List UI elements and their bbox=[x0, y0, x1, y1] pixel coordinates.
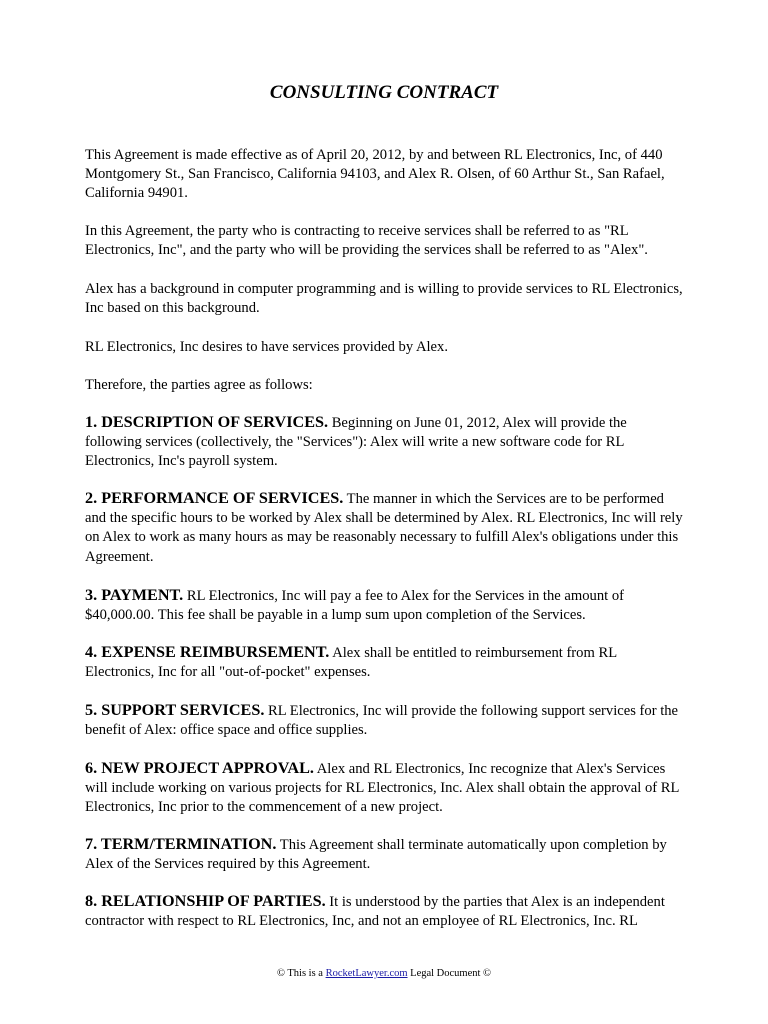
section-heading: 6. NEW PROJECT APPROVAL. bbox=[85, 759, 314, 777]
intro-paragraph-parties: This Agreement is made effective as of April 20, 2012, by and between RL Electronics, Inc, of 440 Montgomery St., San Francisco, California 94103, and Alex R. Olsen, of 60 Arthur St., San Rafael, California 94901. bbox=[85, 147, 665, 202]
intro-paragraph-agree: Therefore, the parties agree as follows: bbox=[85, 377, 313, 393]
section-expense-reimbursement bbox=[85, 643, 685, 682]
section-support-services bbox=[85, 701, 685, 740]
section-text: It is understood by the parties that Alex is an independent contractor with respect to RL Electronics, Inc, and not an employee of RL Electronics, Inc. RL bbox=[85, 894, 665, 930]
intro-paragraph-background: Alex has a background in computer programming and is willing to provide services to RL Electronics, Inc based on this background. bbox=[85, 281, 683, 317]
intro-paragraph-definitions: In this Agreement, the party who is contracting to receive services shall be referred to as "RL Electronics, Inc", and the party who will be providing the services shall be referred to as "Alex". bbox=[85, 223, 648, 259]
section-heading: 4. EXPENSE REIMBURSEMENT. bbox=[85, 643, 330, 661]
section-heading: 3. PAYMENT. bbox=[85, 586, 184, 604]
section-term-termination bbox=[85, 835, 685, 874]
section-text: Alex and RL Electronics, Inc recognize that Alex's Services will include working on various projects for RL Electronics, Inc. Alex shall obtain the approval of RL Electronics, Inc prior to the commencement of a new project. bbox=[85, 761, 679, 816]
section-heading: 8. RELATIONSHIP OF PARTIES. bbox=[85, 892, 326, 910]
section-text: This Agreement shall terminate automatically upon completion by Alex of the Services required by this Agreement. bbox=[85, 837, 667, 873]
section-text: The manner in which the Services are to be performed and the specific hours to be worked by Alex shall be determined by Alex. RL Electronics, Inc will rely on Alex to work as many hours as may be reasonably necessary to fulfill Alex's obligations under this Agreement. bbox=[85, 491, 683, 565]
footer-suffix: Legal Document © bbox=[407, 968, 492, 979]
section-text: Alex shall be entitled to reimbursement from RL Electronics, Inc for all "out-of-pocket" expenses. bbox=[85, 645, 617, 681]
rocketlawyer-link[interactable]: RocketLawyer.com bbox=[325, 968, 408, 979]
section-relationship-of-parties bbox=[85, 892, 685, 931]
section-text: RL Electronics, Inc will provide the following support services for the benefit of Alex: office space and office supplies. bbox=[85, 703, 679, 739]
section-heading: 5. SUPPORT SERVICES. bbox=[85, 701, 265, 719]
section-text: RL Electronics, Inc will pay a fee to Alex for the Services in the amount of $40,000.00. This fee shall be payable in a lump sum upon completion of the Services. bbox=[85, 588, 624, 624]
section-payment bbox=[85, 586, 685, 625]
section-new-project-approval bbox=[85, 759, 685, 818]
section-text: Beginning on June 01, 2012, Alex will provide the following services (collectively, the "Services"): Alex will write a new software code for RL Electronics, Inc's payroll system. bbox=[85, 415, 627, 470]
section-heading: 2. PERFORMANCE OF SERVICES. bbox=[85, 489, 344, 507]
section-heading: 7. TERM/TERMINATION. bbox=[85, 835, 277, 853]
footer-prefix: © This is a bbox=[276, 968, 326, 979]
document-title: CONSULTING CONTRACT bbox=[269, 82, 499, 103]
section-heading: 1. DESCRIPTION OF SERVICES. bbox=[85, 413, 329, 431]
footer-notice bbox=[0, 968, 768, 979]
intro-paragraph-desire: RL Electronics, Inc desires to have services provided by Alex. bbox=[85, 339, 448, 355]
section-description-of-services bbox=[85, 413, 685, 472]
section-performance-of-services bbox=[85, 489, 685, 567]
